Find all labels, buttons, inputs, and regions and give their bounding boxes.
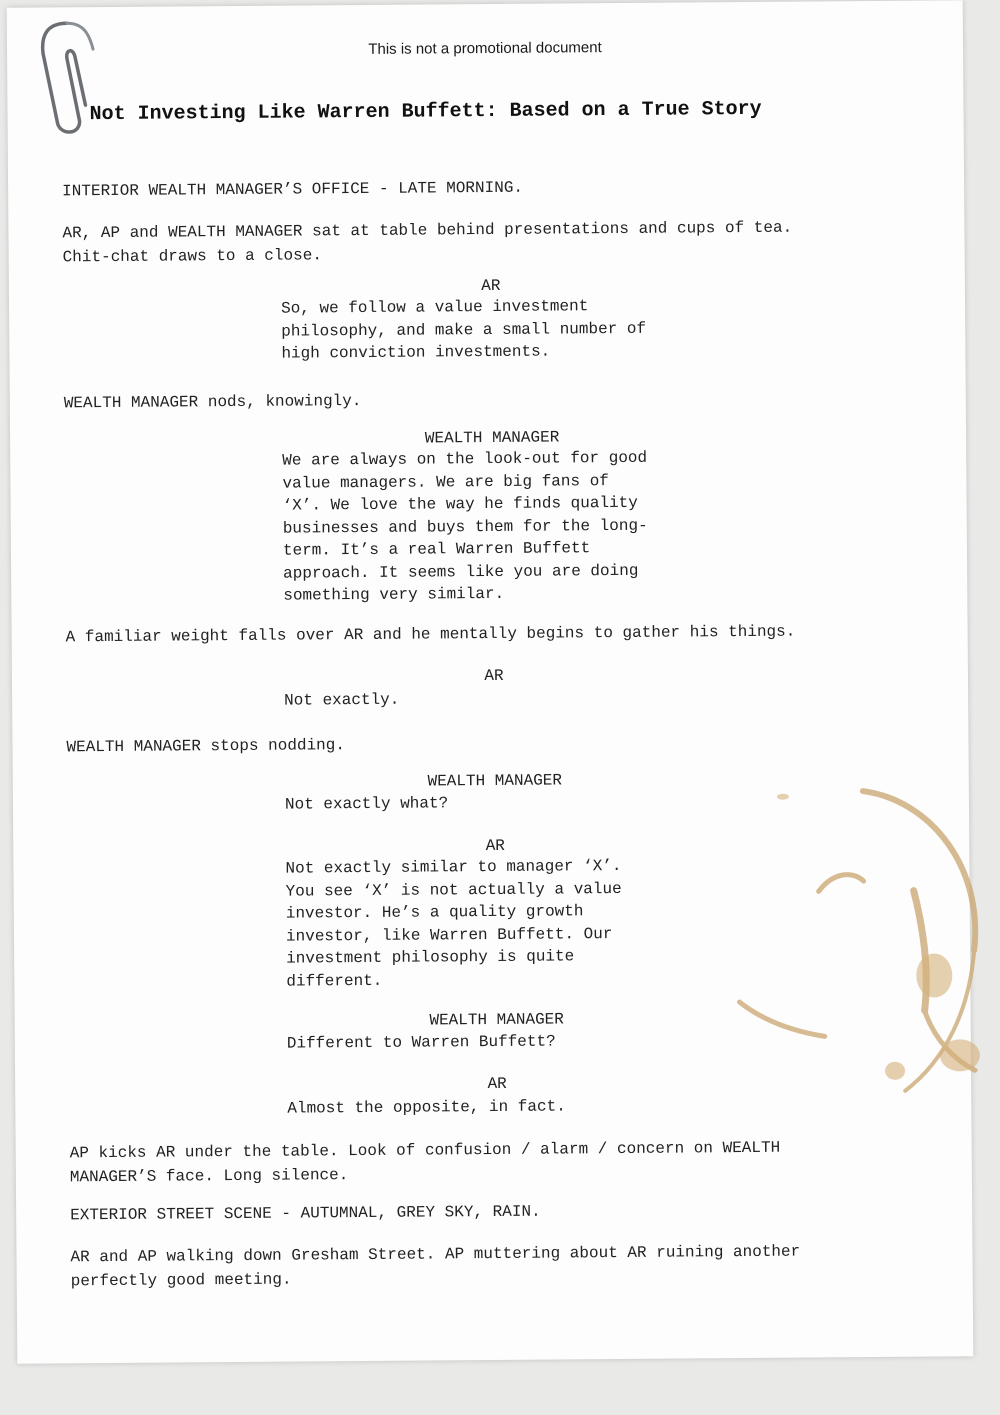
page-title: Not Investing Like Warren Buffett: Based on a True Story xyxy=(89,97,762,127)
character-cue-wm-2: WEALTH MANAGER xyxy=(427,771,563,791)
dialogue-wm-1: We are always on the look-out for good value managers. We are big fans of ‘X’. We love the way he finds quality businesses and buys them for the long- term. It’s a real Warren Buffett approach. It seems like you are doing something very similar. xyxy=(282,448,648,605)
action-line-6: AR and AP walking down Gresham Street. AP muttering about AR ruining another perfectly good meeting. xyxy=(70,1242,801,1291)
action-line-5: AP kicks AR under the table. Look of confusion / alarm / concern on WEALTH MANAGER’S face. Long silence. xyxy=(69,1138,781,1187)
dialogue-ar-3: Not exactly similar to manager ‘X’. You see ‘X’ is not actually a value investor. He’s a quality growth investor, like Warren Buffett. Our investment philosophy is quite different. xyxy=(285,856,622,991)
action-line-2: WEALTH MANAGER nods, knowingly. xyxy=(63,392,362,413)
character-cue-wm-1: WEALTH MANAGER xyxy=(424,428,560,448)
character-cue-ar-1: AR xyxy=(481,276,501,296)
character-cue-ar-3: AR xyxy=(485,836,505,856)
dialogue-wm-2: Not exactly what? xyxy=(284,794,449,814)
dialogue-ar-2: Not exactly. xyxy=(284,690,400,710)
scene-heading-exterior: EXTERIOR STREET SCENE - AUTUMNAL, GREY SKY, RAIN. xyxy=(70,1202,541,1225)
dialogue-ar-4: Almost the opposite, in fact. xyxy=(287,1097,566,1118)
notice-text: This is not a promotional document xyxy=(368,39,602,58)
action-line-4: WEALTH MANAGER stops nodding. xyxy=(66,736,346,757)
action-line-3: A familiar weight falls over AR and he mentally begins to gather his things. xyxy=(65,622,796,647)
dialogue-wm-3: Different to Warren Buffett? xyxy=(286,1032,556,1053)
action-line-1: AR, AP and WEALTH MANAGER sat at table behind presentations and cups of tea. Chit-chat draws to a close. xyxy=(62,218,793,267)
scene-heading-interior: INTERIOR WEALTH MANAGER’S OFFICE - LATE MORNING. xyxy=(62,178,524,201)
character-cue-ar-4: AR xyxy=(487,1074,507,1094)
character-cue-ar-2: AR xyxy=(484,666,504,686)
paperclip-icon xyxy=(37,19,108,140)
character-cue-wm-3: WEALTH MANAGER xyxy=(429,1010,564,1030)
coffee-stain-icon xyxy=(723,770,1000,1132)
dialogue-ar-1: So, we follow a value investment philosophy, and make a small number of high conviction investments. xyxy=(280,297,647,363)
script-page xyxy=(7,0,974,1363)
